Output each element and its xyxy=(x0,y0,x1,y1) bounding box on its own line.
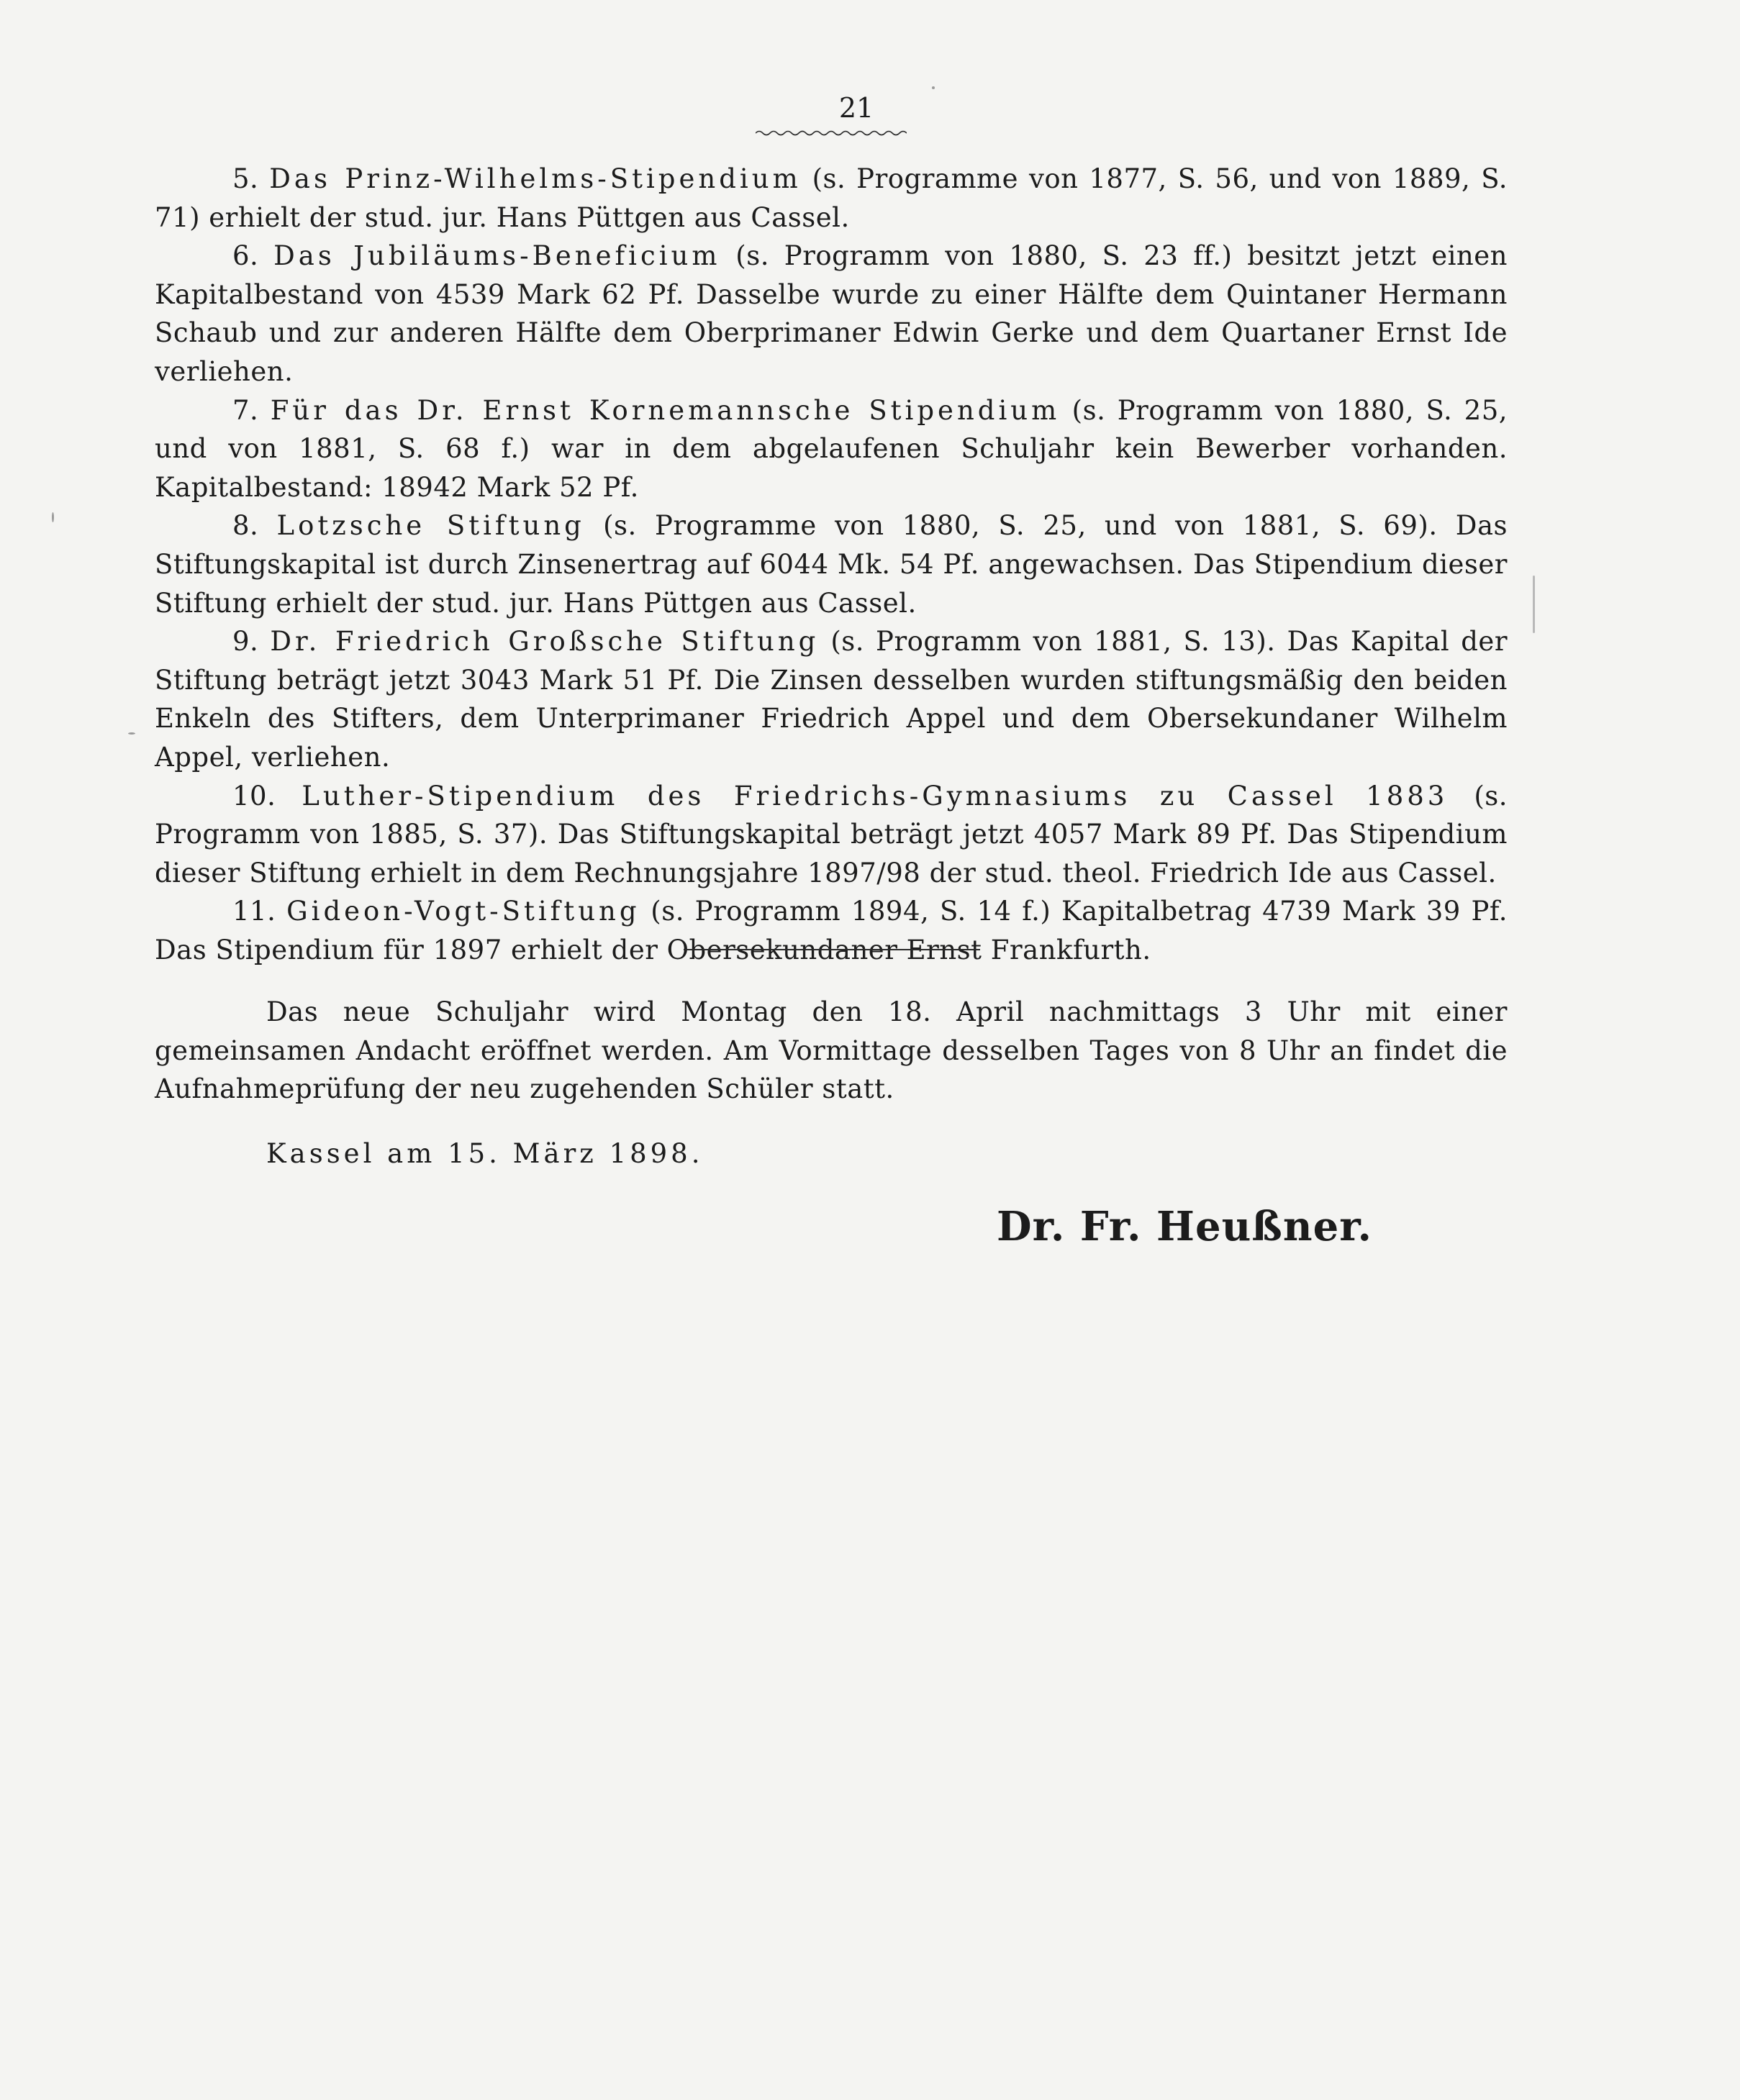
page-number: 21 xyxy=(838,92,874,124)
entry-text: (s. Programm von 1881, S. 13). Das Kapital der Stiftung beträgt jetzt 3043 Mark 51 Pf. Die Zinsen desselben wurden stiftungsmäßig den beiden Enkeln des Stifters, dem Unterprimaner Friedrich Appel und dem Obersekundaner Wilhelm Appel, verliehen. xyxy=(155,626,1508,773)
paper-speck xyxy=(128,732,135,735)
entry-title: Für das Dr. Ernst Kornemannsche Stipendium xyxy=(270,394,1061,426)
entry-title: Das Jubiläums-Beneficium xyxy=(273,240,721,272)
entry-number: 10. xyxy=(232,780,276,812)
entry-number: 11. xyxy=(232,896,276,927)
signature: Dr. Fr. Heußner. xyxy=(997,1203,1373,1250)
stipend-list xyxy=(155,160,1508,969)
entry-title: Luther-Stipendium des Friedrichs-Gymnasiums zu Cassel 1883 xyxy=(302,780,1449,812)
entry-title: Gideon-Vogt-Stiftung xyxy=(286,896,640,927)
entry-number: 8. xyxy=(232,510,259,542)
paper-speck xyxy=(52,512,54,522)
stipend-entry-8 xyxy=(155,506,1508,622)
stipend-entry-7 xyxy=(155,391,1508,507)
stipend-entry-11 xyxy=(155,892,1508,969)
closing-paragraph: Das neue Schuljahr wird Montag den 18. April nachmittags 3 Uhr mit einer gemeinsamen Andacht eröffnet werden. Am Vormittage desselben Tages von 8 Uhr an findet die Aufnahmeprüfung der neu zugehenden Schüler statt. xyxy=(155,996,1508,1105)
stipend-entry-9 xyxy=(155,622,1508,776)
entry-text: (s. Programm von 1880, S. 23 ff.) besitzt jetzt einen Kapitalbestand von 4539 Mark 62 Pf. Dasselbe wurde zu einer Hälfte dem Quintaner Hermann Schaub und zur anderen Hälfte dem Oberprimaner Edwin Gerke und dem Quartaner Ernst Ide verliehen. xyxy=(155,240,1508,387)
entry-title: Dr. Friedrich Großsche Stiftung xyxy=(270,626,820,658)
entry-number: 5. xyxy=(232,163,259,194)
entry-number: 7. xyxy=(232,394,259,426)
stipend-entry-5 xyxy=(155,160,1508,237)
entry-title: Lotzsche Stiftung xyxy=(276,510,585,542)
entry-text: (s. Programm von 1885, S. 37). Das Stiftungskapital beträgt jetzt 4057 Mark 89 Pf. Das Stipendium dieser Stiftung erhielt in dem Rechnungsjahre 1897/98 der stud. theol. Friedrich Ide aus Cassel. xyxy=(155,780,1508,888)
page-number-ornament-rule xyxy=(756,129,907,137)
entry-text: (s. Programme von 1877, S. 56, und von 1889, S. 71) erhielt der stud. jur. Hans Püttgen aus Cassel. xyxy=(155,163,1508,233)
paper-speck xyxy=(1533,576,1535,633)
entry-title: Das Prinz-Wilhelms-Stipendium xyxy=(269,163,802,194)
section-divider xyxy=(684,949,980,950)
entry-number: 6. xyxy=(232,240,259,272)
entry-number: 9. xyxy=(232,626,259,658)
place-date: Kassel am 15. März 1898. xyxy=(266,1138,704,1169)
paper-speck xyxy=(932,86,935,89)
entry-text: (s. Programme von 1880, S. 25, und von 1881, S. 69). Das Stiftungskapital ist durch Zinsenertrag auf 6044 Mk. 54 Pf. angewachsen. Das Stipendium dieser Stiftung erhielt der stud. jur. Hans Püttgen aus Cassel. xyxy=(155,510,1508,619)
stipend-entry-6 xyxy=(155,237,1508,391)
entry-text: (s. Programm 1894, S. 14 f.) Kapitalbetrag 4739 Mark 39 Pf. Das Stipendium für 1897 erhielt der Obersekundaner Ernst Frankfurth. xyxy=(155,896,1508,965)
entry-text: (s. Programm von 1880, S. 25, und von 1881, S. 68 f.) war in dem abgelaufenen Schuljahr kein Bewerber vorhanden. Kapitalbestand: 18942 Mark 52 Pf. xyxy=(155,394,1508,503)
stipend-entry-10 xyxy=(155,777,1508,893)
